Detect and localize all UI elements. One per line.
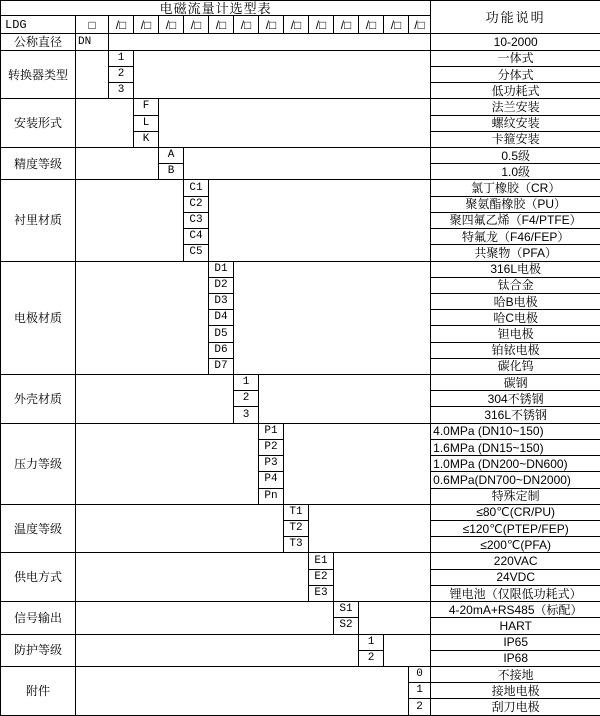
option-code: D3 [209, 293, 234, 309]
function-description: 刮刀电极 [431, 699, 600, 716]
function-description: 铂铱电极 [431, 342, 600, 358]
function-description: 碳化钨 [431, 358, 600, 374]
function-description: 共聚物（PFA） [431, 245, 600, 261]
table-row [1, 180, 600, 196]
function-description: 4-20mA+RS485（标配） [431, 602, 600, 618]
option-code: 1 [234, 375, 259, 391]
category-label: 温度等级 [1, 504, 76, 553]
option-code: D6 [209, 342, 234, 358]
category-label: 信号输出 [1, 602, 76, 634]
empty-slot-area [284, 423, 431, 504]
option-code: E1 [309, 553, 334, 569]
table-row [1, 666, 600, 682]
empty-slot-area [76, 99, 134, 148]
option-code: S2 [334, 618, 359, 634]
code-slot-checkbox-icon: /□ [234, 16, 259, 34]
function-description: 0.6MPa(DN700~DN2000) [431, 472, 600, 488]
option-code: C5 [184, 245, 209, 261]
function-description: ≤80℃(CR/PU) [431, 504, 600, 520]
code-slot-checkbox-icon: /□ [134, 16, 159, 34]
empty-slot-area [76, 375, 234, 424]
function-description: 氯丁橡胶（CR） [431, 180, 600, 196]
function-description: ≤200℃(PFA) [431, 537, 600, 553]
option-code: D2 [209, 277, 234, 293]
option-code: 1 [409, 683, 431, 699]
function-description: 接地电极 [431, 683, 600, 699]
option-code: 3 [109, 83, 134, 99]
function-description: 不接地 [431, 666, 600, 682]
table-row [1, 423, 600, 439]
model-prefix: LDG [1, 16, 76, 34]
function-description: 螺纹安装 [431, 115, 600, 131]
function-description: 哈C电极 [431, 310, 600, 326]
option-code: T3 [284, 537, 309, 553]
option-code: 2 [109, 66, 134, 82]
empty-slot-area [384, 634, 431, 666]
function-description: 分体式 [431, 66, 600, 82]
function-description: 304不锈钢 [431, 391, 600, 407]
option-code: C1 [184, 180, 209, 196]
category-label: 防护等级 [1, 634, 76, 666]
table-row [1, 34, 600, 50]
empty-slot-area [76, 423, 259, 504]
function-description: 法兰安装 [431, 99, 600, 115]
empty-slot-area [334, 553, 431, 602]
function-description: 1.6MPa (DN15~150) [431, 439, 600, 455]
table-row [1, 99, 600, 115]
empty-slot-area [76, 666, 409, 715]
option-code: T1 [284, 504, 309, 520]
code-slot-checkbox-icon: /□ [384, 16, 409, 34]
table-row [1, 261, 600, 277]
title-row [1, 1, 600, 16]
option-code: Pn [259, 488, 284, 504]
empty-slot-area [76, 261, 209, 375]
option-code: P2 [259, 439, 284, 455]
function-description: 卡箍安装 [431, 131, 600, 147]
option-code: 0 [409, 666, 431, 682]
option-code: B [159, 164, 184, 180]
category-label: 外壳材质 [1, 375, 76, 424]
function-description: 钽电极 [431, 326, 600, 342]
empty-slot-area [76, 180, 184, 261]
function-description: 4.0MPa (DN10~150) [431, 423, 600, 439]
category-label: 安装形式 [1, 99, 76, 148]
option-code: 1 [359, 634, 384, 650]
option-code: T2 [284, 521, 309, 537]
function-description: ≤120℃(PTEP/FEP) [431, 521, 600, 537]
empty-slot-area [76, 602, 334, 634]
option-code: C3 [184, 212, 209, 228]
option-code: P3 [259, 456, 284, 472]
category-label: 电极材质 [1, 261, 76, 375]
function-description: 0.5级 [431, 147, 600, 163]
function-description: 特殊定制 [431, 488, 600, 504]
empty-slot-area [359, 602, 431, 634]
empty-slot-area [76, 553, 309, 602]
function-description: HART [431, 618, 600, 634]
option-code: E2 [309, 569, 334, 585]
function-description: IP65 [431, 634, 600, 650]
option-code: 2 [359, 650, 384, 666]
option-code: L [134, 115, 159, 131]
empty-slot-area [309, 504, 431, 553]
category-label: 转换器类型 [1, 50, 76, 99]
option-code: C4 [184, 229, 209, 245]
option-code: 2 [234, 391, 259, 407]
code-slot-checkbox-icon: /□ [109, 16, 134, 34]
empty-slot-area [259, 375, 431, 424]
empty-slot-area [234, 261, 431, 375]
code-slot-checkbox-icon: /□ [159, 16, 184, 34]
code-slot-checkbox-icon: /□ [184, 16, 209, 34]
category-label: 压力等级 [1, 423, 76, 504]
category-label: 供电方式 [1, 553, 76, 602]
empty-slot-area [76, 50, 109, 99]
category-label: 衬里材质 [1, 180, 76, 261]
option-code: 3 [234, 407, 259, 423]
function-description: 一体式 [431, 50, 600, 66]
table-row [1, 50, 600, 66]
empty-slot-area [184, 147, 431, 179]
function-description: 316L电极 [431, 261, 600, 277]
dn-checkbox-icon: □ [76, 16, 109, 34]
function-description: 哈B电极 [431, 293, 600, 309]
function-description: 10-2000 [431, 34, 600, 50]
table-row [1, 504, 600, 520]
empty-slot-area [76, 504, 284, 553]
option-code: C2 [184, 196, 209, 212]
code-slot-checkbox-icon: /□ [284, 16, 309, 34]
function-description: 220VAC [431, 553, 600, 569]
function-description: 特氟龙（F46/FEP） [431, 229, 600, 245]
option-code: E3 [309, 585, 334, 601]
function-description: IP68 [431, 650, 600, 666]
table-row [1, 147, 600, 163]
option-code: D4 [209, 310, 234, 326]
option-code: DN [76, 34, 109, 50]
function-description: 钛合金 [431, 277, 600, 293]
option-code: F [134, 99, 159, 115]
function-description: 1.0MPa (DN200~DN600) [431, 456, 600, 472]
code-slot-checkbox-icon: /□ [359, 16, 384, 34]
option-code: K [134, 131, 159, 147]
empty-slot-area [134, 50, 431, 99]
function-description: 低功耗式 [431, 83, 600, 99]
code-slot-checkbox-icon: /□ [409, 16, 431, 34]
code-slot-checkbox-icon: /□ [259, 16, 284, 34]
category-label: 精度等级 [1, 147, 76, 179]
function-description: 聚四氟乙烯（F4/PTFE） [431, 212, 600, 228]
option-code: P4 [259, 472, 284, 488]
code-slot-checkbox-icon: /□ [309, 16, 334, 34]
function-description: 24VDC [431, 569, 600, 585]
table-row [1, 602, 600, 618]
function-description: 1.0级 [431, 164, 600, 180]
function-description: 316L不锈钢 [431, 407, 600, 423]
empty-slot-area [209, 180, 431, 261]
option-code: D1 [209, 261, 234, 277]
function-description: 锂电池（仅限低功耗式） [431, 585, 600, 601]
option-code: P1 [259, 423, 284, 439]
function-description: 碳钢 [431, 375, 600, 391]
code-slot-checkbox-icon: /□ [334, 16, 359, 34]
table-row [1, 553, 600, 569]
table-row [1, 634, 600, 650]
function-description: 聚氨酯橡胶（PU） [431, 196, 600, 212]
option-code: D5 [209, 326, 234, 342]
empty-slot-area [76, 634, 359, 666]
option-code: 1 [109, 50, 134, 66]
empty-slot-area [76, 147, 159, 179]
code-slot-checkbox-icon: /□ [209, 16, 234, 34]
option-code: S1 [334, 602, 359, 618]
option-code: D7 [209, 358, 234, 374]
option-code: A [159, 147, 184, 163]
category-label: 附件 [1, 666, 76, 715]
page-title: 电磁流量计选型表 [1, 1, 431, 16]
table-row [1, 375, 600, 391]
function-column-header: 功能说明 [431, 1, 600, 34]
empty-slot-area [109, 34, 431, 50]
option-code: 2 [409, 699, 431, 716]
empty-slot-area [159, 99, 431, 148]
category-label: 公称直径 [1, 34, 76, 50]
